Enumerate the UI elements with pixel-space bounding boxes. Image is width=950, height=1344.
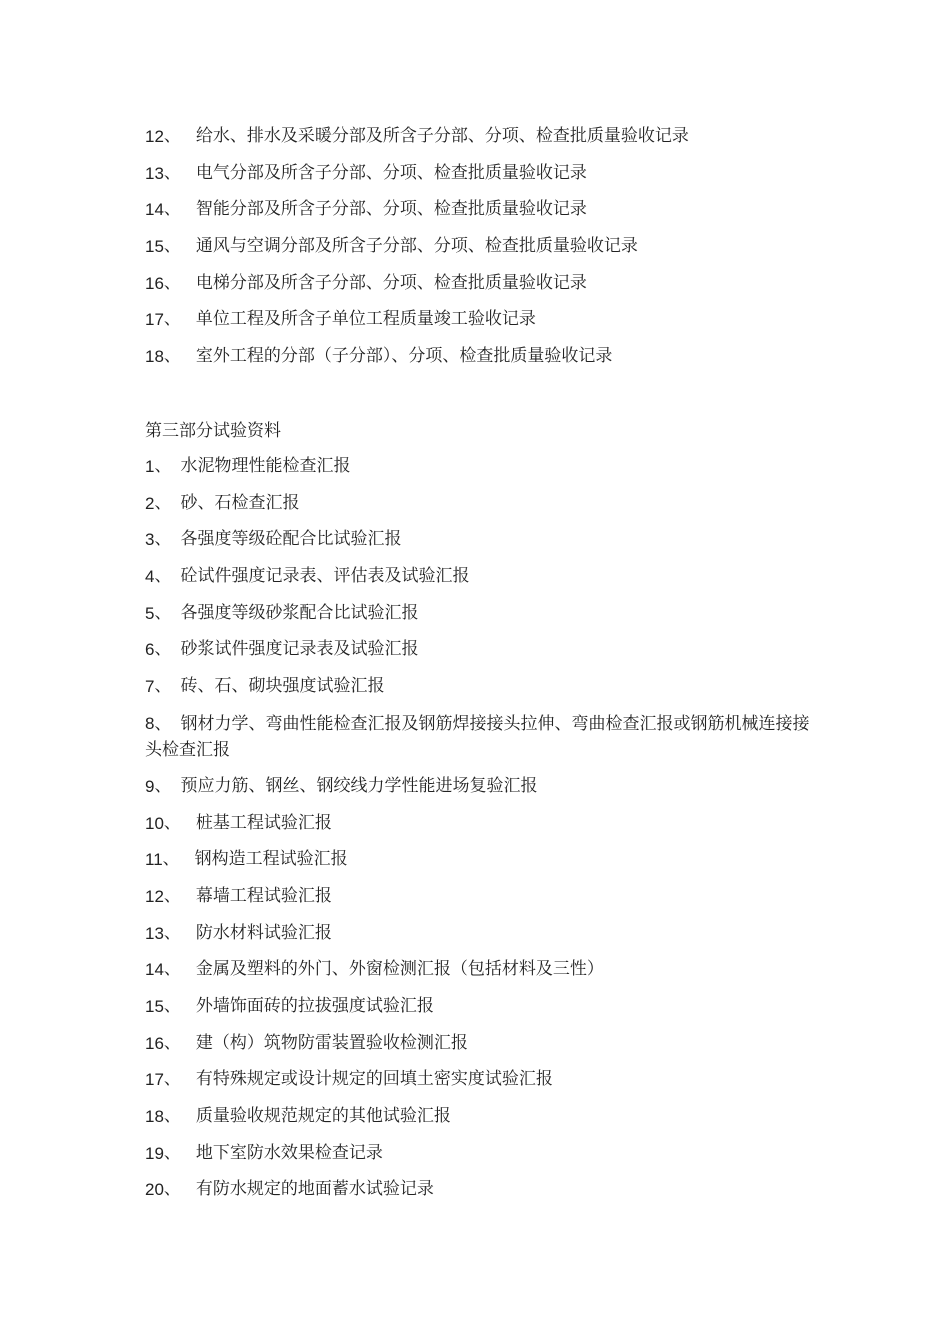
item-number: 2 (145, 493, 155, 513)
item-separator: 、 (154, 775, 172, 796)
item-text: 水泥物理性能检查汇报 (180, 456, 351, 476)
item-number: 19 (145, 1143, 164, 1163)
list-item (145, 711, 815, 763)
item-number: 9 (145, 776, 155, 796)
list-item (145, 1177, 815, 1202)
item-number: 12 (145, 886, 164, 906)
list-item (145, 1031, 815, 1056)
item-text: 预应力筋、钢丝、钢绞线力学性能进场复验汇报 (180, 775, 538, 796)
item-text: 电梯分部及所含子分部、分项、检查批质量验收记录 (195, 272, 587, 293)
item-number: 16 (145, 1033, 164, 1053)
item-separator: 、 (154, 529, 172, 550)
item-separator: 、 (162, 849, 180, 870)
list-item (145, 271, 815, 296)
item-separator: 、 (163, 1032, 181, 1053)
item-separator: 、 (163, 272, 181, 293)
item-separator: 、 (163, 1179, 181, 1200)
item-number: 15 (145, 996, 164, 1016)
item-text: 砂、石检查汇报 (180, 492, 300, 513)
list-item (145, 344, 815, 369)
item-number: 16 (145, 273, 164, 293)
item-separator: 、 (163, 199, 181, 220)
item-separator: 、 (154, 676, 172, 697)
item-text: 有特殊规定或设计规定的回填土密实度试验汇报 (195, 1069, 553, 1090)
list-item (145, 847, 815, 872)
list-item (145, 197, 815, 222)
list-item (145, 921, 815, 946)
item-number: 13 (145, 163, 164, 183)
item-text: 建（构）筑物防雷装置验收检测汇报 (195, 1032, 468, 1053)
item-text: 砼试件强度记录表、评估表及试验汇报 (180, 566, 470, 587)
item-text: 各强度等级砂浆配合比试验汇报 (180, 602, 419, 623)
list-item (145, 454, 815, 479)
item-separator: 、 (163, 1142, 181, 1163)
item-separator: 、 (154, 602, 172, 623)
item-text: 砂浆试件强度记录表及试验汇报 (180, 639, 419, 660)
list-item (145, 601, 815, 626)
item-number: 3 (145, 530, 155, 550)
item-separator: 、 (163, 236, 181, 257)
item-text: 钢材力学、弯曲性能检查汇报及钢筋焊接接头拉伸、弯曲检查汇报或钢筋机械连接接头检查汇报 (145, 713, 810, 760)
item-number: 13 (145, 923, 164, 943)
item-text: 单位工程及所含子单位工程质量竣工验收记录 (195, 309, 536, 330)
item-number: 20 (145, 1180, 164, 1200)
list-item (145, 124, 815, 149)
list-item (145, 234, 815, 259)
item-separator: 、 (163, 885, 181, 906)
item-text: 地下室防水效果检查记录 (195, 1142, 383, 1163)
item-number: 14 (145, 960, 164, 980)
list-item (145, 637, 815, 662)
part3-item-list (145, 454, 815, 1214)
item-text: 给水、排水及采暖分部及所含子分部、分项、检查批质量验收记录 (195, 126, 689, 146)
section-title: 第三部分试验资料 (145, 421, 281, 441)
item-number: 5 (145, 603, 155, 623)
list-item (145, 957, 815, 982)
item-text: 有防水规定的地面蓄水试验记录 (195, 1179, 434, 1200)
item-number: 1 (145, 457, 155, 476)
item-separator: 、 (163, 922, 181, 943)
item-number: 6 (145, 640, 155, 660)
list-item (145, 774, 815, 799)
item-separator: 、 (163, 995, 181, 1016)
item-separator: 、 (154, 456, 172, 476)
item-number: 14 (145, 200, 164, 220)
item-number: 4 (145, 567, 155, 587)
item-number: 18 (145, 1107, 164, 1126)
list-item (145, 161, 815, 186)
item-number: 8 (145, 713, 155, 733)
list-item (145, 1067, 815, 1092)
list-item (145, 1104, 815, 1129)
item-separator: 、 (154, 639, 172, 660)
item-separator: 、 (163, 162, 181, 183)
list-item (145, 491, 815, 516)
item-separator: 、 (154, 713, 172, 734)
item-text: 钢构造工程试验汇报 (194, 849, 348, 870)
item-separator: 、 (154, 492, 172, 513)
item-text: 电气分部及所含子分部、分项、检查批质量验收记录 (195, 162, 587, 183)
list-item (145, 811, 815, 836)
item-text: 智能分部及所含子分部、分项、检查批质量验收记录 (195, 199, 587, 220)
item-separator: 、 (163, 812, 181, 833)
item-separator: 、 (163, 1106, 181, 1126)
list-item (145, 307, 815, 332)
item-text: 金属及塑料的外门、外窗检测汇报（包括材料及三性） (195, 959, 604, 980)
item-separator: 、 (163, 959, 181, 980)
list-item (145, 527, 815, 552)
item-separator: 、 (163, 126, 181, 146)
item-number: 12 (145, 127, 164, 146)
item-number: 18 (145, 347, 164, 367)
item-number: 7 (145, 677, 155, 697)
item-text: 砖、石、砌块强度试验汇报 (180, 676, 385, 697)
item-text: 通风与空调分部及所含子分部、分项、检查批质量验收记录 (195, 236, 638, 257)
item-separator: 、 (154, 566, 172, 587)
part2-item-list (145, 124, 815, 381)
item-text: 质量验收规范规定的其他试验汇报 (195, 1106, 451, 1126)
item-text: 防水材料试验汇报 (195, 922, 332, 943)
list-item (145, 1141, 815, 1166)
item-text: 各强度等级砼配合比试验汇报 (180, 529, 402, 550)
item-separator: 、 (163, 1069, 181, 1090)
item-text: 幕墙工程试验汇报 (195, 885, 332, 906)
item-separator: 、 (163, 309, 181, 330)
item-text: 室外工程的分部（子分部）、分项、检查批质量验收记录 (195, 346, 613, 367)
item-text: 桩基工程试验汇报 (195, 812, 332, 833)
item-separator: 、 (163, 346, 181, 367)
list-item (145, 564, 815, 589)
list-item (145, 884, 815, 909)
item-number: 11 (145, 850, 163, 870)
item-number: 17 (145, 310, 164, 330)
list-item (145, 994, 815, 1019)
item-number: 17 (145, 1070, 164, 1090)
item-number: 10 (145, 813, 164, 833)
list-item (145, 674, 815, 699)
item-number: 15 (145, 237, 164, 257)
item-text: 外墙饰面砖的拉拔强度试验汇报 (195, 995, 434, 1016)
